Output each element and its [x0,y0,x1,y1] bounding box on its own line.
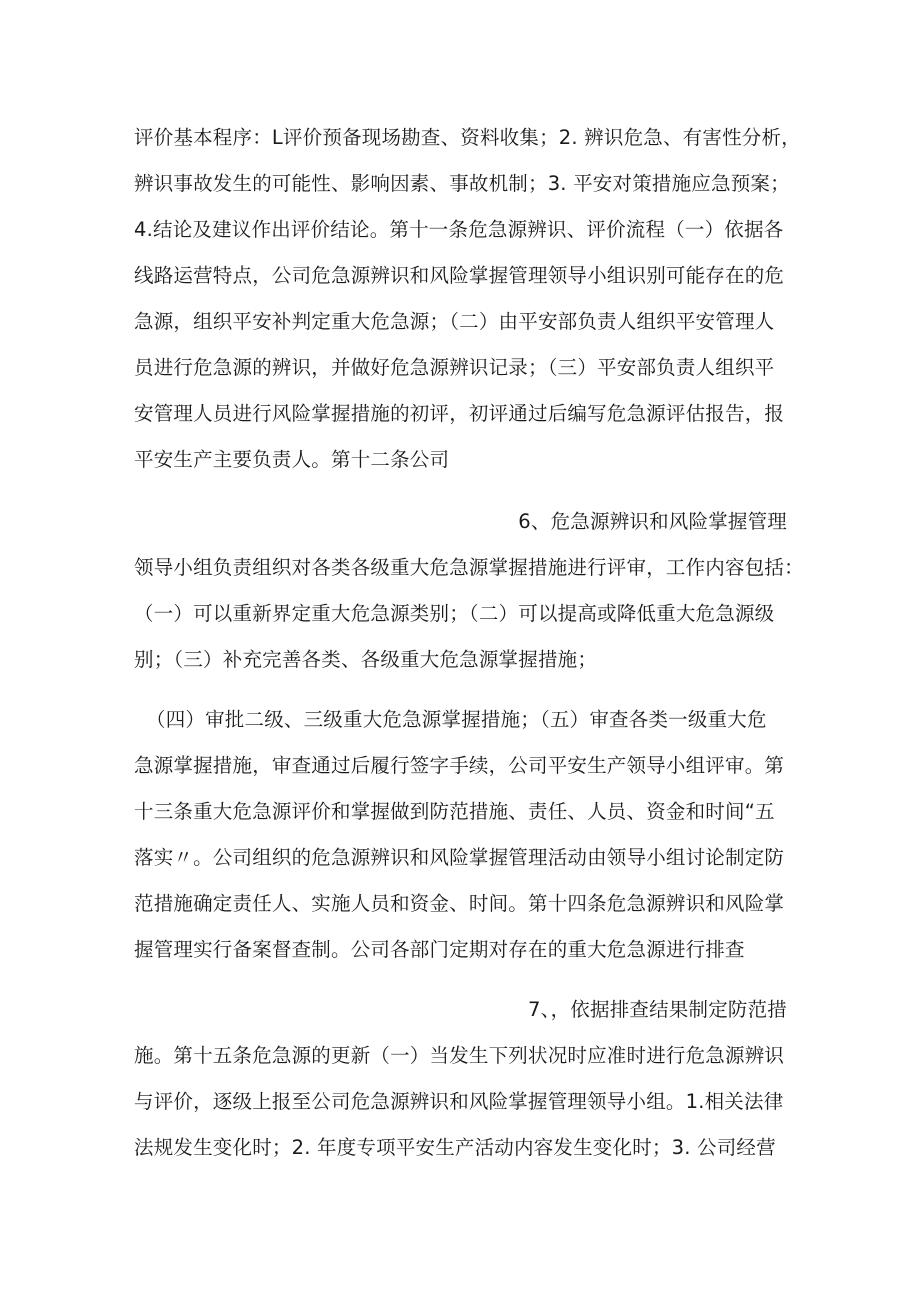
text-line: 平安生产主要负责人。第十二条公司 [134,448,450,471]
text-line: 范措施确定责任人、实施人员和资金、时间。第十四条危急源辨识和风险掌 [134,892,785,915]
text-line: （四）审批二级、三级重大危急源掌握措施；（五）审查各类一级重大危 [146,708,767,731]
section-heading: 6、危急源辨识和风险掌握管理 [518,510,787,533]
text-line: 急源，组织平安补判定重大危急源；（二）由平安部负责人组织平安管理人 [134,310,775,333]
text-line: 十三条重大危急源评价和掌握做到防范措施、责任、人员、资金和时间“五 [134,800,775,823]
text-line: （一）可以重新界定重大危急源类别；（二）可以提高或降低重大危急源级 [134,602,775,625]
text-line: 急源掌握措施，审查通过后履行签字手续，公司平安生产领导小组评审。第 [134,754,785,777]
text-line: 4.结论及建议作出评价结论。第十一条危急源辨识、评价流程（一）依据各 [134,218,784,241]
text-line: 别；（三）补充完善各类、各级重大危急源掌握措施； [134,648,598,671]
text-line: 安管理人员进行风险掌握措施的初评，初评通过后编写危急源评估报告，报 [134,402,785,425]
section-heading: 7、，依据排查结果制定防范措 [528,998,787,1021]
text-line: 线路运营特点，公司危急源辨识和风险掌握管理领导小组识别可能存在的危 [134,264,785,287]
text-line: 落实〃。公司组织的危急源辨识和风险掌握管理活动由领导小组讨论制定防 [134,846,785,869]
text-line: 施。第十五条危急源的更新（一）当发生下列状况时应准时进行危急源辨识 [134,1044,785,1067]
text-line: 领导小组负责组织对各类各级重大危急源掌握措施进行评审，工作内容包括： [134,556,804,579]
text-line: 员进行危急源的辨识，并做好危急源辨识记录；（三）平安部负责人组织平 [134,356,775,379]
text-line: 辨识事故发生的可能性、影响因素、事故机制；3. 平安对策措施应急预案； [134,172,790,195]
text-line: 评价基本程序：L评价预备现场勘查、资料收集；2. 辨识危急、有害性分析， [134,126,801,149]
text-line: 法规发生变化时；2. 年度专项平安生产活动内容发生变化时；3. 公司经营 [134,1136,776,1159]
text-line: 握管理实行备案督查制。公司各部门定期对存在的重大危急源进行排查 [134,938,745,961]
text-line: 与评价，逐级上报至公司危急源辨识和风险掌握管理领导小组。1.相关法律 [134,1090,784,1113]
